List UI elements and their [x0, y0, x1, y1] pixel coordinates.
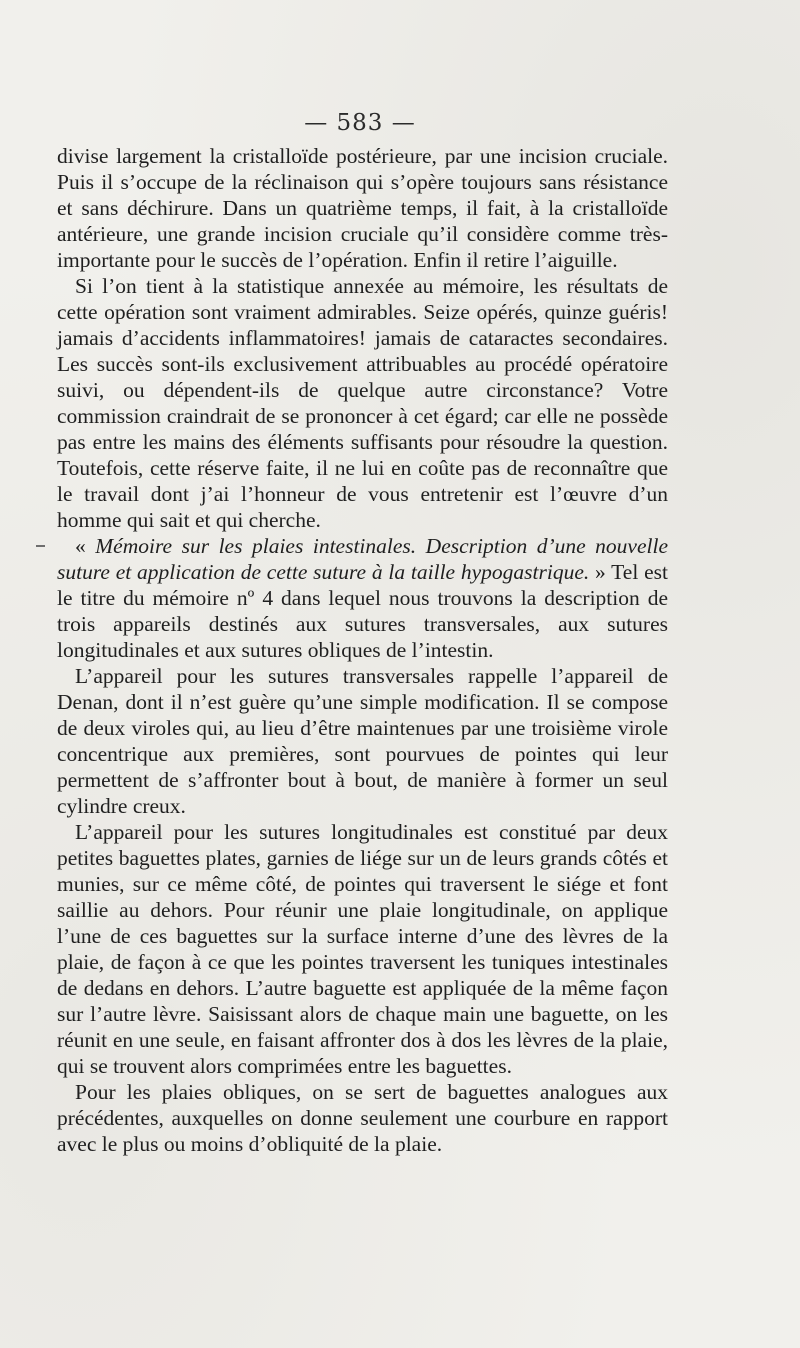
page-number: — 583 — — [304, 110, 416, 136]
paragraph-3 — [57, 533, 668, 663]
paragraph-2: Si l’on tient à la statistique annexée au mémoire, les résultats de cette opération sont vraiment admirables. Seize opérés, quinze guéris! jamais d’accidents inflammatoires! jamais de cataractes secondaires. Les succès sont-ils exclusivement attribuables au procédé opératoire suivi, ou dépendent-ils de quelque autre circonstance? Votre commission craindrait de se prononcer à cet égard; car elle ne possède pas entre les mains des éléments suffisants pour résoudre la question. Toutefois, cette réserve faite, il ne lui en coûte pas de reconnaître que le travail dont j’ai l’honneur de vous entretenir est l’œuvre d’un homme qui sait et qui cherche. — [57, 274, 668, 532]
paragraph-1: divise largement la cristalloïde postérieure, par une incision cruciale. Puis il s’occupe de la réclinaison qui s’opère toujours sans résistance et sans déchirure. Dans un quatrième temps, il fait, à la cristalloïde antérieure, une grande incision cruciale qu’il considère comme très-importante pour le succès de l’opération. Enfin il retire l’aiguille. — [57, 144, 668, 272]
paragraph-4: L’appareil pour les sutures transversales rappelle l’appareil de Denan, dont il n’est guère qu’une simple modification. Il se compose de deux viroles qui, au lieu d’être maintenues par une troisième virole concentrique aux premières, sont pourvues de pointes qui leur permettent de s’affronter bout à bout, de manière à former un seul cylindre creux. — [57, 664, 668, 818]
paragraph-6: Pour les plaies obliques, on se sert de baguettes analogues aux précédentes, auxquelles on donne seulement une courbure en rapport avec le plus ou moins d’obliquité de la plaie. — [57, 1080, 668, 1156]
paragraph-5: L’appareil pour les sutures longitudinales est constitué par deux petites baguettes plates, garnies de liége sur un de leurs grands côtés et munies, sur ce même côté, de pointes qui traversent le siége et font saillie au dehors. Pour réunir une plaie longitudinale, on applique l’une de ces baguettes sur la surface interne d’une des lèvres de la plaie, de façon à ce que les pointes traversent les tuniques intestinales de dedans en dehors. L’autre baguette est appliquée de la même façon sur l’autre lèvre. Saisissant alors de chaque main une baguette, on les réunit en une seule, en faisant affronter dos à dos les lèvres de la plaie, qui se trouvent alors comprimées entre les baguettes. — [57, 820, 668, 1078]
open-quote: « — [75, 534, 96, 558]
margin-mark — [36, 545, 45, 547]
paragraph-3-text: » Tel est le titre du mémoire nº 4 dans lequel nous trouvons la description de trois appareils destinés aux sutures transversales, aux sutures longitudinales et aux sutures obliques de l’intestin. — [57, 560, 668, 662]
memoir-title: Mémoire sur les plaies intestinales. Description d’une nouvelle suture et application de cette suture à la taille hypogastrique. — [57, 534, 668, 584]
body-text — [57, 143, 668, 1157]
